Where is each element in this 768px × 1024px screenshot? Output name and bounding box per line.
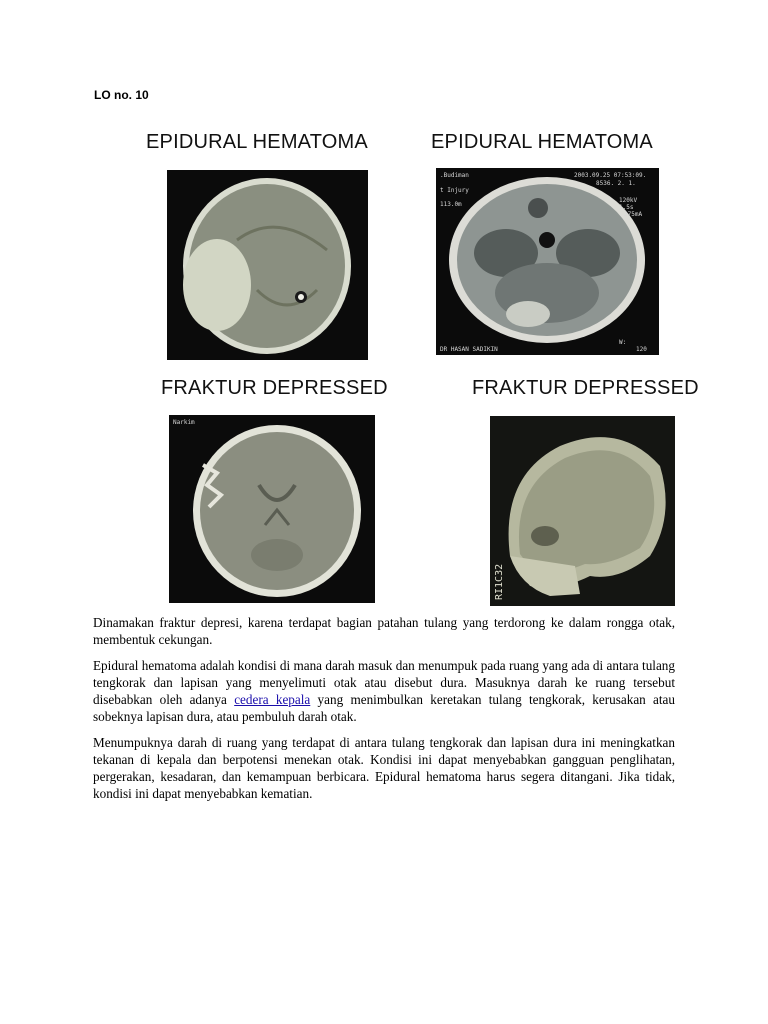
page-heading: LO no. 10 <box>94 88 149 102</box>
figure-caption-fraktur-1: FRAKTUR DEPRESSED <box>161 377 388 399</box>
paragraph-epidural-definition <box>93 657 675 725</box>
paragraph-fraktur-depresi: Dinamakan fraktur depresi, karena terdapat bagian patahan tulang yang terdorong ke dalam rongga otak, membentuk cekungan. <box>93 615 675 647</box>
figure-caption-epidural-2: EPIDURAL HEMATOMA <box>431 131 653 153</box>
paragraph-epidural-effects: Menumpuknya darah di ruang yang terdapat di antara tulang tengkorak dan lapisan dura ini meningkatkan tekanan di kepala dan berpotensi menekan otak. Kondisi ini dapat menyebabkan gangguan penglihatan, pergerakan, kesadaran, dan kemampuan berbicara. Epidural hematoma harus segera ditangani. Jika tidak, kondisi ini dapat menyebabkan kematian. <box>93 735 675 801</box>
cedera-kepala-link[interactable]: cedera kepala <box>234 692 311 707</box>
svg-text:Narkim: Narkim <box>173 419 195 426</box>
svg-text:RI1C32: RI1C32 <box>494 563 505 600</box>
svg-text:2003.09.25 07:53:09.: 2003.09.25 07:53:09. <box>574 172 647 179</box>
figure-caption-fraktur-2: FRAKTUR DEPRESSED <box>472 377 699 399</box>
ct-scan-depressed-fracture-image <box>169 415 375 603</box>
svg-text:1.5s: 1.5s <box>619 204 634 211</box>
svg-text:113.0m: 113.0m <box>440 201 462 208</box>
skull-x-ray-image <box>490 416 675 606</box>
svg-text:DR HASAN SADIKIN: DR HASAN SADIKIN <box>440 346 498 353</box>
svg-text:120: 120 <box>636 346 647 353</box>
svg-text:.Budiman: .Budiman <box>440 172 469 179</box>
svg-text:8536. 2. 1.: 8536. 2. 1. <box>596 180 636 187</box>
svg-text:t Injury: t Injury <box>440 187 469 194</box>
svg-text:120kV: 120kV <box>619 197 638 204</box>
paragraph-text: Epidural hematoma adalah kondisi di mana darah masuk dan menumpuk pada ruang yang ada di antara tulang tengkorak dan lapisan yang menyelimuti otak atau disebut dura. Masuknya darah ke ruang tersebut disebabkan oleh adanya <box>93 658 675 707</box>
paragraph-text: yang menimbulkan keretakan tulang tengkorak, kerusakan atau sobeknya lapisan dura, atau pembuluh darah otak. <box>93 692 675 724</box>
svg-text:W:: W: <box>619 339 627 346</box>
svg-text:375mA: 375mA <box>624 211 643 218</box>
figure-caption-epidural-1: EPIDURAL HEMATOMA <box>146 131 368 153</box>
ct-scan-epidural-hematoma-image-2 <box>436 168 659 355</box>
ct-scan-epidural-hematoma-image-1 <box>167 170 368 360</box>
